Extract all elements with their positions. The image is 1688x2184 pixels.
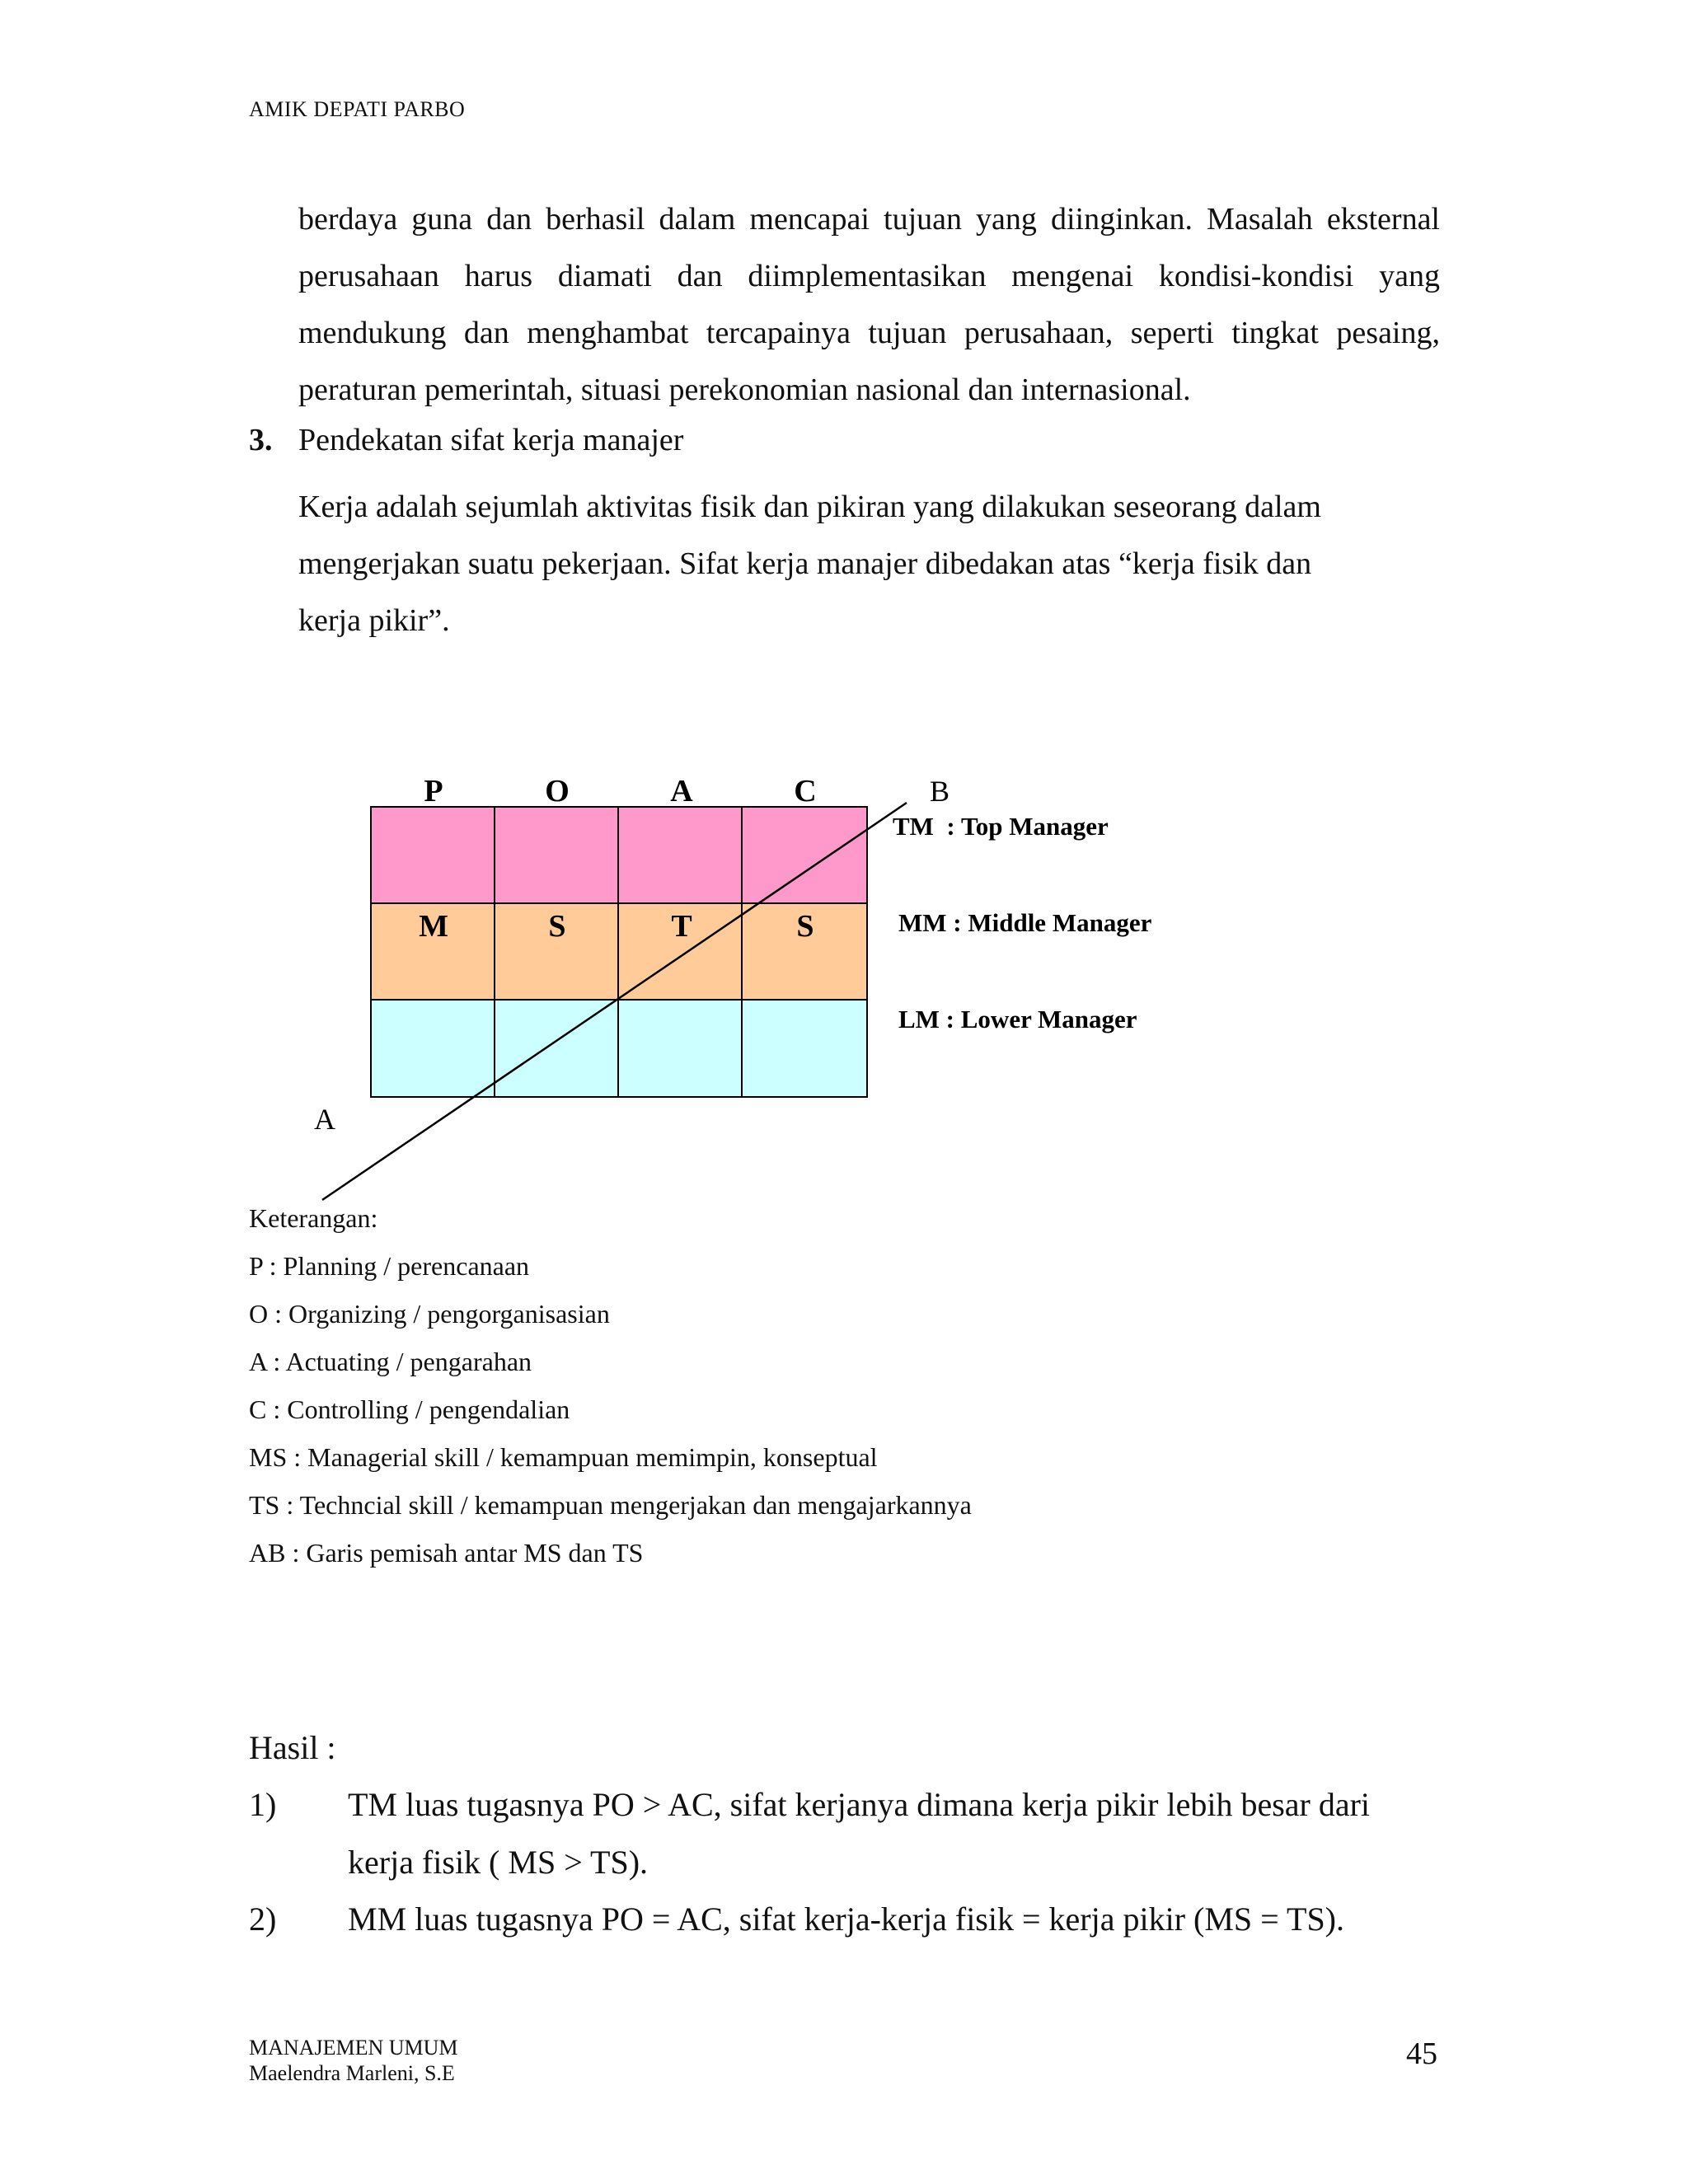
grid-row-lower-manager xyxy=(371,1000,867,1097)
grid-cell xyxy=(495,807,618,903)
legend-item: TS : Techncial skill / kemampuan mengerjakan dan mengajarkannya xyxy=(249,1490,972,1520)
row-label-middle-manager: MM : Middle Manager xyxy=(898,908,1152,937)
point-a-label: A xyxy=(314,1103,335,1136)
legend-item: MS : Managerial skill / kemampuan memimpin, konseptual xyxy=(249,1442,878,1472)
cell-label-s: S xyxy=(548,909,566,944)
hasil-item-number: 2) xyxy=(249,1900,277,1938)
legend-title: Keterangan: xyxy=(249,1203,378,1233)
paragraph-line: berdaya guna dan berhasil dalam mencapai tujuan yang diinginkan. Masalah eksternal xyxy=(298,202,1440,237)
paragraph-line: mendukung dan menghambat tercapainya tujuan perusahaan, seperti tingkat pesaing, xyxy=(298,316,1440,350)
grid-row-top-manager xyxy=(371,807,867,903)
item-3-number: 3. xyxy=(249,423,273,457)
page-number: 45 xyxy=(1406,2036,1437,2071)
running-header: AMIK DEPATI PARBO xyxy=(249,97,466,121)
legend-item: O : Organizing / pengorganisasian xyxy=(249,1299,610,1329)
footer-course: MANAJEMEN UMUM xyxy=(249,2036,458,2060)
column-label-a: A xyxy=(670,774,693,808)
legend-item: A : Actuating / pengarahan xyxy=(249,1347,532,1376)
paragraph-line: Kerja adalah sejumlah aktivitas fisik dan pikiran yang dilakukan seseorang dalam xyxy=(298,490,1321,524)
legend-item: C : Controlling / pengendalian xyxy=(249,1394,570,1424)
cell-label-m: M xyxy=(419,909,448,944)
grid-cell xyxy=(742,807,867,903)
grid-cell xyxy=(371,807,495,903)
paragraph-line: perusahaan harus diamati dan diimplementasikan mengenai kondisi-kondisi yang xyxy=(298,259,1440,293)
grid-cell xyxy=(742,1000,867,1097)
row-label-lower-manager: LM : Lower Manager xyxy=(898,1005,1137,1033)
cell-label-s: S xyxy=(796,909,814,944)
hasil-item-number: 1) xyxy=(249,1786,277,1823)
hasil-heading: Hasil : xyxy=(249,1729,336,1766)
item-3-title: Pendekatan sifat kerja manajer xyxy=(298,423,684,457)
point-b-label: B xyxy=(930,775,950,808)
paragraph-line: peraturan pemerintah, situasi perekonomian nasional dan internasional. xyxy=(298,373,1191,407)
cell-label-t: T xyxy=(671,909,692,944)
column-label-c: C xyxy=(794,774,817,808)
grid-cell xyxy=(495,1000,618,1097)
paragraph-line: mengerjakan suatu pekerjaan. Sifat kerja manajer dibedakan atas “kerja fisik dan xyxy=(298,546,1312,581)
column-label-o: O xyxy=(545,774,570,808)
grid-cell xyxy=(618,1000,742,1097)
row-label-top-manager: TM : Top Manager xyxy=(893,812,1109,841)
hasil-item-line: MM luas tugasnya PO = AC, sifat kerja-kerja fisik = kerja pikir (MS = TS). xyxy=(348,1900,1345,1938)
footer-author: Maelendra Marleni, S.E xyxy=(249,2061,455,2085)
legend-item: P : Planning / perencanaan xyxy=(249,1251,530,1281)
hasil-item-line: TM luas tugasnya PO > AC, sifat kerjanya dimana kerja pikir lebih besar dari xyxy=(348,1786,1371,1823)
legend-item: AB : Garis pemisah antar MS dan TS xyxy=(249,1538,644,1568)
grid-cell xyxy=(618,807,742,903)
grid-cell xyxy=(371,1000,495,1097)
hasil-item-line: kerja fisik ( MS > TS). xyxy=(348,1844,649,1881)
paragraph-line: kerja pikir”. xyxy=(298,603,450,638)
column-label-p: P xyxy=(424,774,443,808)
